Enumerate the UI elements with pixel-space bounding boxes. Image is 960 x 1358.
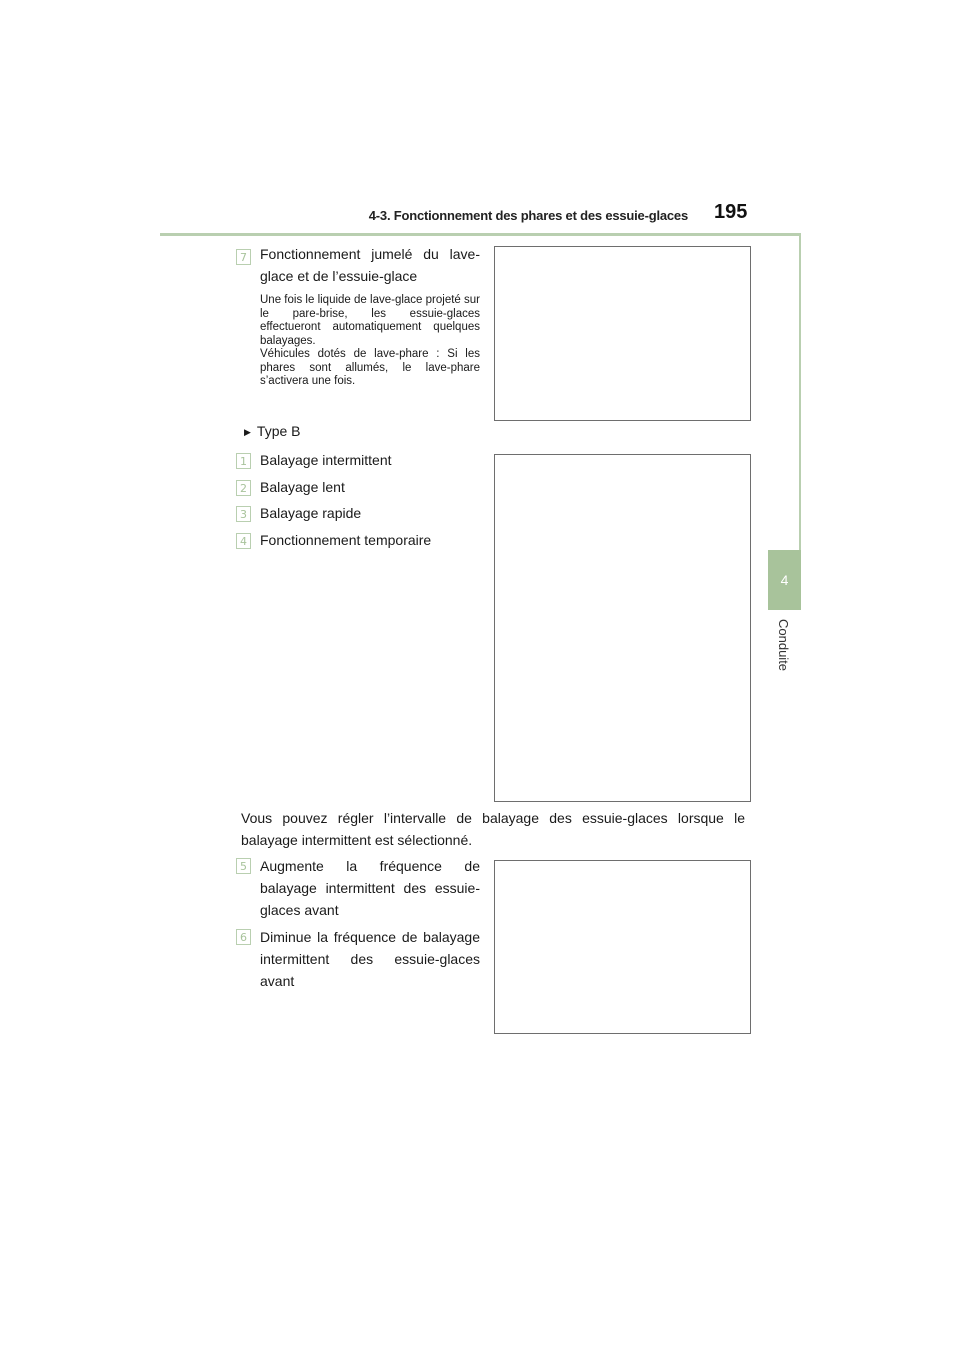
chapter-number: 4 [780,572,789,588]
list-item: Fonctionnement temporaire [260,532,432,548]
item-number-badge: 6 [236,929,251,945]
section-title: 4-3. Fonctionnement des phares et des essuie-glaces [368,208,688,223]
washer-illustration [494,246,751,421]
list-item: Augmente la fréquence de balayage intermittent des essuie-glaces avant [260,858,480,918]
list-item: Balayage rapide [260,505,362,521]
triangle-bullet-icon: ▶ [244,427,251,437]
interval-dial-illustration [494,860,751,1034]
item-number-badge: 5 [236,858,251,874]
item-number-badge: 1 [236,453,251,469]
list-item: Balayage intermittent [260,452,392,468]
body-paragraph: Vous pouvez régler l’intervalle de balayage des essuie-glaces lorsque le balayage intermittent est sélectionné. [241,810,745,848]
item-number-badge: 7 [236,249,251,265]
subsection-heading [244,423,301,439]
note-paragraph: Une fois le liquide de lave-glace projeté sur le pare-brise, les essuie-glaces effectueront automatiquement quelques balayages. [260,294,480,347]
item-number-badge: 3 [236,506,251,522]
list-item: Balayage lent [260,479,345,495]
header-divider [160,233,801,236]
chapter-tab [768,550,801,610]
side-divider [799,236,801,550]
chapter-label: Conduite [776,619,791,672]
note-paragraph: Véhicules dotés de lave-phare : Si les phares sont allumés, le lave-phare s’activera une fois. [260,348,480,387]
wiper-lever-illustration [494,454,751,802]
item-number-badge: 4 [236,533,251,549]
page-number: 195 [714,201,748,223]
item-number-badge: 2 [236,480,251,496]
item-note [260,294,480,389]
subsection-label: Type B [256,423,301,439]
item-title: Fonctionnement jumelé du lave-glace et de l’essuie-glace [260,246,480,284]
list-item: Diminue la fréquence de balayage intermittent des essuie-glaces avant [260,929,480,989]
